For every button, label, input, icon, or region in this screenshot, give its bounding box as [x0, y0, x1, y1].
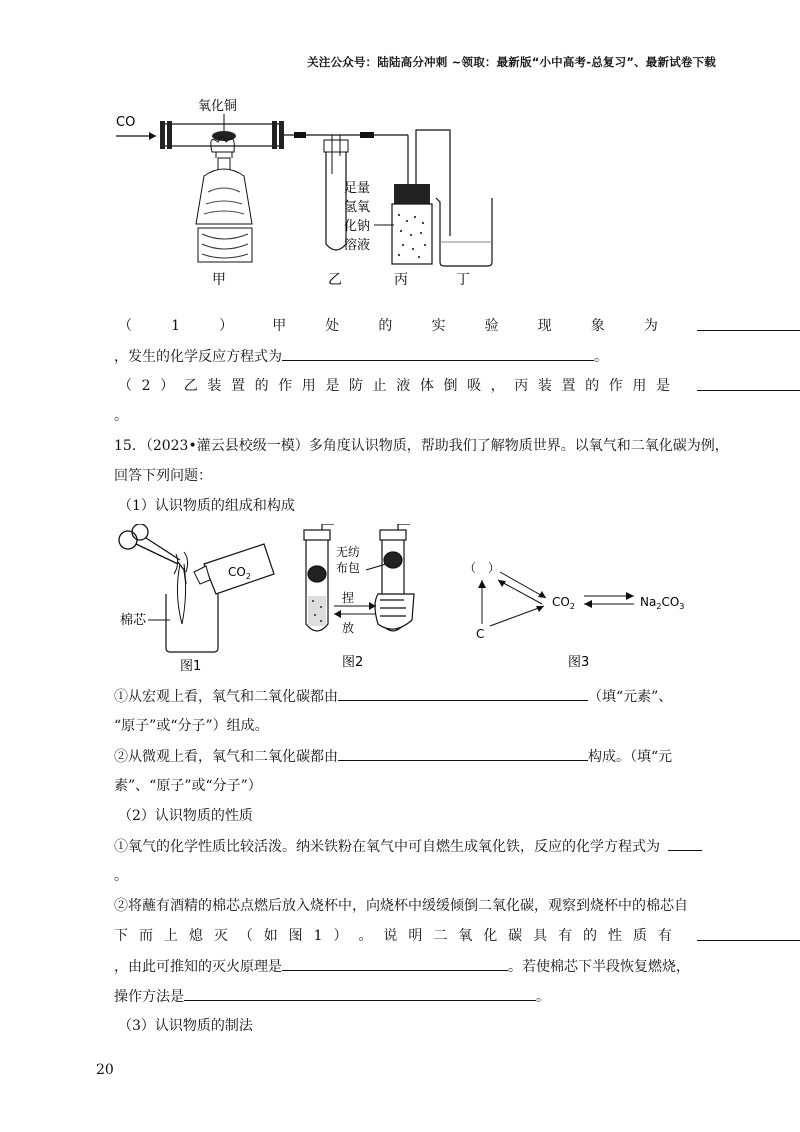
pinch-label: 捏 [342, 591, 355, 605]
q14-part1-blank[interactable] [697, 330, 800, 331]
svg-text:足量: 足量 [344, 181, 371, 196]
figure-2 [294, 524, 444, 674]
q14-equation-blank[interactable] [282, 346, 594, 361]
svg-text:溶液: 溶液 [344, 238, 371, 253]
beaker-ding [436, 198, 492, 266]
q14-part1-line: （ 1 ） 甲 处 的 实 验 现 象 为 [118, 318, 658, 334]
fig3-na2co3: $Na_2CO_3$ [640, 595, 685, 611]
q14-part2-end: 。 [114, 408, 128, 424]
fig3-co2: $CO_2$ [552, 595, 575, 611]
cotton-core-label: 棉芯 [120, 613, 147, 628]
q15-2b-spread-line: 下 而 上 熄 灭 （ 如 图 1 ） 。 说 明 二 氧 化 碳 具 有 的 性 质 有 [114, 928, 672, 944]
svg-text:化钠: 化钠 [344, 219, 371, 234]
q15-2b-principle-blank[interactable] [282, 956, 508, 971]
rubber-joint-1 [294, 132, 306, 138]
page-number: 20 [96, 1062, 114, 1078]
q15-2b-property-blank[interactable] [697, 940, 800, 941]
q15-intro-2: 回答下列问题： [114, 468, 212, 484]
alcohol-lamp [196, 136, 252, 224]
co-label: CO [116, 115, 136, 130]
fig3-carbon: C [476, 627, 485, 641]
svg-text:丁: 丁 [456, 272, 470, 288]
arrow-c-to-co2 [490, 606, 544, 626]
release-label: 放 [342, 621, 355, 635]
q15-1b-blank[interactable] [338, 746, 588, 761]
page-header: 关注公众号：陆陆高分冲刺 ~领取：最新版“小中高考-总复习”、最新试卷下载 [307, 55, 716, 69]
svg-text:氢氧: 氢氧 [344, 200, 371, 215]
q15-2b-op-blank[interactable] [184, 986, 536, 1001]
copper-oxide-label: 氧化铜 [198, 99, 238, 114]
fig3-blank: （ ） [464, 561, 501, 575]
fig2-caption: 图2 [342, 655, 364, 670]
apparatus-figure [112, 94, 512, 289]
q15-2b-op: 操作方法是 。 [114, 986, 550, 1007]
co2-bottle [194, 544, 274, 594]
fig3-caption: 图3 [568, 655, 590, 670]
q15-1a-2: “原子”或“分子”）组成。 [114, 718, 269, 734]
bottle-stopper [394, 184, 430, 204]
q14-part2-blank[interactable] [697, 390, 800, 391]
wood-block [198, 228, 252, 262]
svg-text:乙: 乙 [328, 272, 342, 288]
tube-right [375, 524, 414, 631]
q15-1a: ①从宏观上看，氧气和二氧化碳都由 （填“元素”、 [114, 686, 672, 707]
bag-label-2: 布包 [336, 561, 361, 575]
q15-section-2: （2）认识物质的性质 [118, 808, 253, 824]
q15-2a-blank[interactable] [668, 836, 702, 851]
crucible-tongs-icon [119, 524, 186, 584]
svg-text:CO2: $CO_2$ [228, 565, 251, 581]
solution-label [344, 181, 370, 253]
q15-1b-2: 素”、“原子”或“分子”） [114, 778, 262, 794]
q15-1a-blank[interactable] [338, 686, 588, 701]
cotton-core [177, 564, 182, 624]
q15-intro: 15．（2023•灌云县校级一模）多角度认识物质，帮助我们了解物质世界。以氧气和二氧化碳为例， [114, 438, 729, 454]
q15-section-1: （1）认识物质的组成和构成 [118, 498, 295, 514]
svg-text:丙: 丙 [394, 272, 408, 288]
q15-1b: ②从微观上看，氧气和二氧化碳都由 构成。（填“元 [114, 746, 672, 767]
figure-1 [114, 524, 284, 674]
q14-part1-cont: ，发生的化学反应方程式为 。 [114, 346, 608, 367]
q15-2a-end: 。 [114, 868, 128, 884]
q15-2a: ①氧气的化学性质比较活泼。纳米铁粉在氧气中可自燃生成氧化铁，反应的化学方程式为 [114, 836, 702, 857]
figure-3 [462, 556, 702, 672]
q14-part2-line: （ 2 ） 乙 装 置 的 作 用 是 防 止 液 体 倒 吸 ， 丙 装 置 的 作 用 是 [118, 378, 670, 394]
beaker [166, 594, 218, 652]
q15-2b: ②将蘸有酒精的棉芯点燃后放入烧杯中，向烧杯中缓缓倾倒二氧化碳，观察到烧杯中的棉芯自 [114, 898, 688, 914]
q15-section-3: （3）认识物质的制法 [118, 1018, 253, 1034]
svg-text:甲: 甲 [212, 272, 226, 288]
tube-left-liquid [308, 596, 326, 626]
bag-label-1: 无纺 [336, 545, 361, 559]
fig1-caption: 图1 [180, 659, 202, 674]
apparatus-labels [212, 272, 470, 288]
q15-2b-cont: ，由此可推知的灭火原理是 。若使棉芯下半段恢复燃烧， [114, 956, 690, 977]
co-arrow-head [149, 132, 156, 140]
